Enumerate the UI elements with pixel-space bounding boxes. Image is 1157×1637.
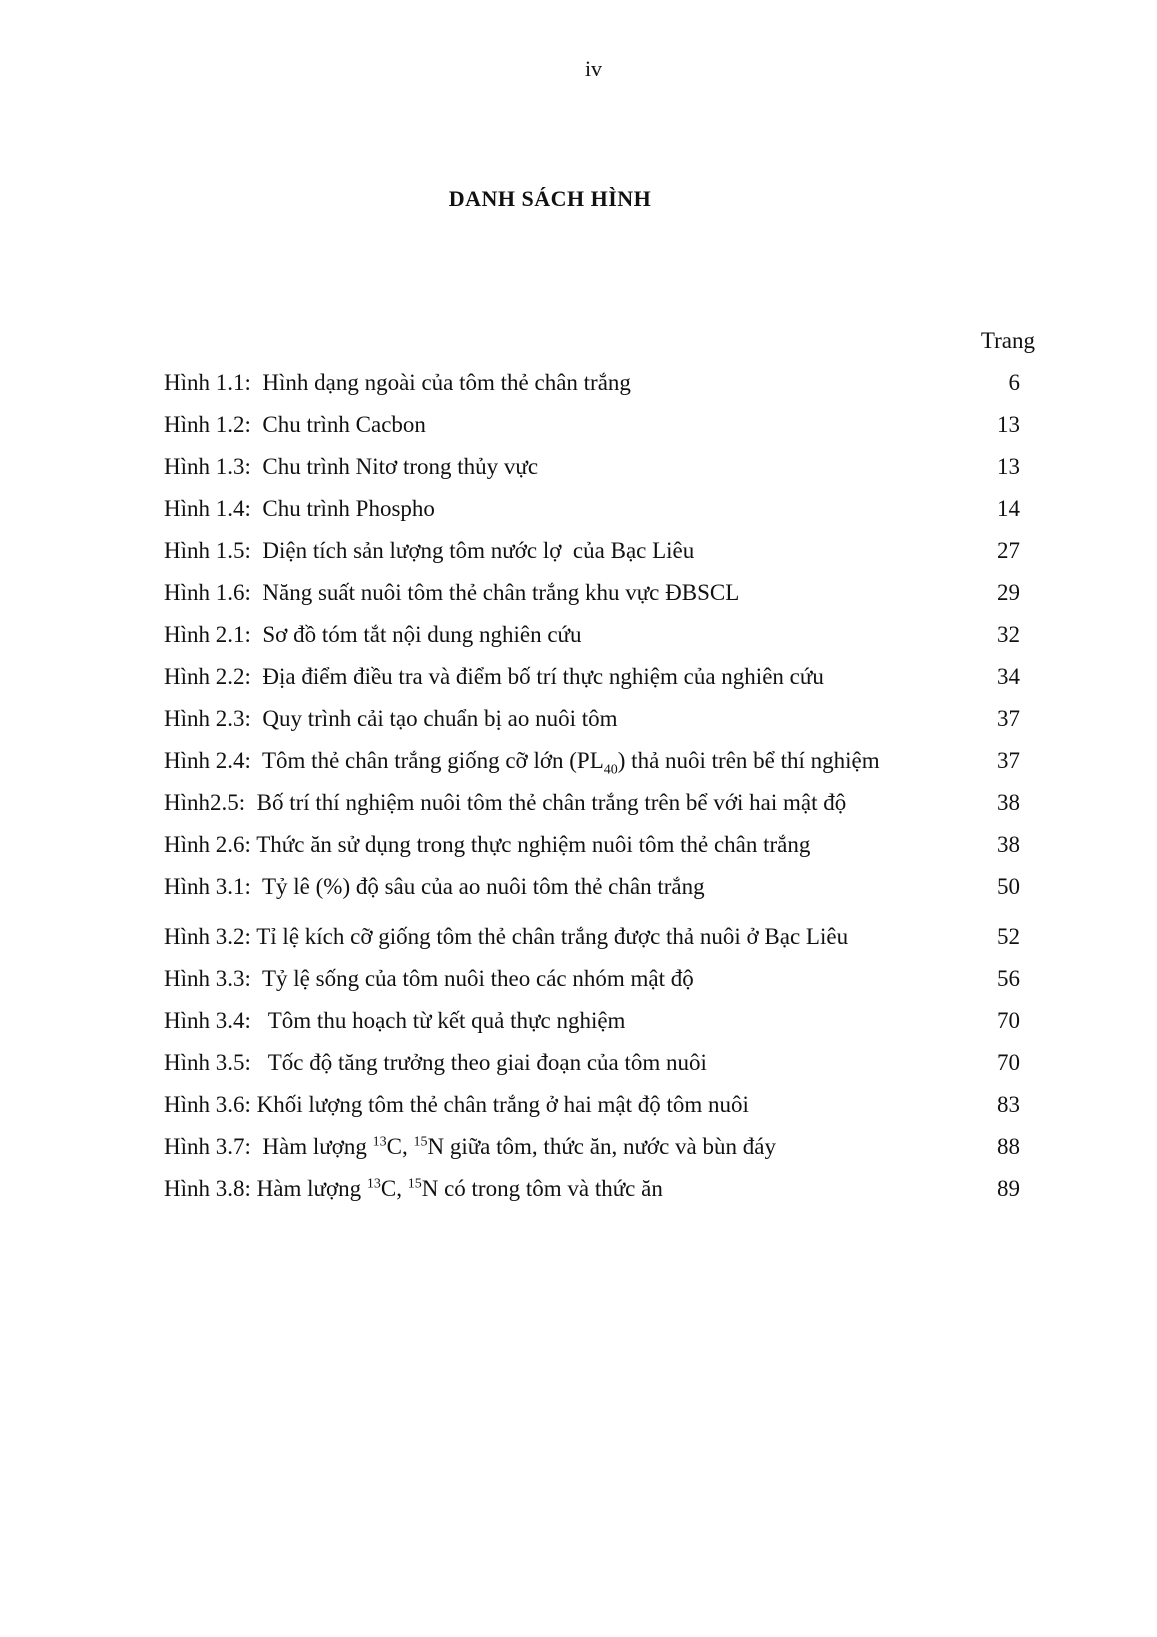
figure-entry[interactable] bbox=[164, 1174, 1044, 1204]
figure-caption: Hình 3.2: Tỉ lệ kích cỡ giống tôm thẻ chân trắng được thả nuôi ở Bạc Liêu bbox=[164, 924, 849, 949]
page-number: iv bbox=[584, 56, 603, 81]
figure-caption: Hình 1.4: Chu trình Phospho bbox=[164, 496, 435, 521]
figure-entry[interactable] bbox=[164, 830, 1044, 860]
figure-page: 29 bbox=[997, 580, 1020, 605]
figure-caption: Hình 3.7: Hàm lượng $^{13}$C, $^{15}$N giữa tôm, thức ăn, nước và bùn đáy bbox=[164, 1134, 776, 1159]
figure-page: 27 bbox=[997, 538, 1020, 563]
figure-entry[interactable] bbox=[164, 1048, 1044, 1078]
figure-page: 50 bbox=[997, 874, 1020, 899]
figure-page: 37 bbox=[997, 748, 1020, 773]
figure-entry[interactable] bbox=[164, 1090, 1044, 1120]
figure-page: 83 bbox=[997, 1092, 1020, 1117]
figure-entry[interactable] bbox=[164, 746, 1044, 776]
page-column-header: Trang bbox=[980, 328, 1035, 353]
figure-page: 6 bbox=[1008, 370, 1020, 395]
figure-entry[interactable] bbox=[164, 620, 1044, 650]
page-title: DANH SÁCH HÌNH bbox=[448, 186, 652, 211]
figure-page: 88 bbox=[997, 1134, 1020, 1159]
figure-page: 34 bbox=[997, 664, 1020, 689]
figure-caption: Hình 3.5: Tốc độ tăng trưởng theo giai đoạn của tôm nuôi bbox=[164, 1050, 707, 1075]
figure-page: 13 bbox=[997, 412, 1020, 437]
figure-page: 70 bbox=[997, 1050, 1020, 1075]
figure-entry[interactable] bbox=[164, 964, 1044, 994]
figure-page: 38 bbox=[997, 832, 1020, 857]
figure-caption: Hình 2.3: Quy trình cải tạo chuẩn bị ao nuôi tôm bbox=[164, 706, 618, 731]
figure-page: 38 bbox=[997, 790, 1020, 815]
figure-caption: Hình 3.1: Tỷ lê (%) độ sâu của ao nuôi tôm thẻ chân trắng bbox=[164, 874, 705, 899]
figure-page: 70 bbox=[997, 1008, 1020, 1033]
figure-page: 32 bbox=[997, 622, 1020, 647]
figure-entry[interactable] bbox=[164, 704, 1044, 734]
figure-caption: Hình 2.2: Địa điểm điều tra và điểm bố trí thực nghiệm của nghiên cứu bbox=[164, 664, 824, 689]
figure-entry[interactable] bbox=[164, 1132, 1044, 1162]
figure-caption: Hình 2.6: Thức ăn sử dụng trong thực nghiệm nuôi tôm thẻ chân trắng bbox=[164, 832, 811, 857]
figure-page: 14 bbox=[997, 496, 1020, 521]
figure-entry[interactable] bbox=[164, 494, 1044, 524]
figure-entry[interactable] bbox=[164, 662, 1044, 692]
figure-caption: Hình2.5: Bố trí thí nghiệm nuôi tôm thẻ chân trắng trên bể với hai mật độ bbox=[164, 790, 847, 815]
figure-entry[interactable] bbox=[164, 788, 1044, 818]
figure-caption: Hình 1.6: Năng suất nuôi tôm thẻ chân trắng khu vực ĐBSCL bbox=[164, 580, 740, 605]
figure-page: 56 bbox=[997, 966, 1020, 991]
figure-page: 89 bbox=[997, 1176, 1020, 1201]
figure-caption: Hình 2.4: Tôm thẻ chân trắng giống cỡ lớn $(PL_{40})$ thả nuôi trên bể thí nghiệm bbox=[164, 748, 880, 778]
figure-caption: Hình 3.6: Khối lượng tôm thẻ chân trắng ở hai mật độ tôm nuôi bbox=[164, 1092, 749, 1117]
figure-caption: Hình 1.3: Chu trình Nitơ trong thủy vực bbox=[164, 454, 539, 479]
figure-entry[interactable] bbox=[164, 452, 1044, 482]
figure-caption: Hình 1.1: Hình dạng ngoài của tôm thẻ chân trắng bbox=[164, 370, 631, 395]
figure-page: 13 bbox=[997, 454, 1020, 479]
figure-entry[interactable] bbox=[164, 872, 1044, 902]
figure-entry[interactable] bbox=[164, 410, 1044, 440]
figure-caption: Hình 2.1: Sơ đồ tóm tắt nội dung nghiên cứu bbox=[164, 622, 582, 647]
figure-caption: Hình 1.2: Chu trình Cacbon bbox=[164, 412, 426, 437]
figure-entry[interactable] bbox=[164, 368, 1044, 398]
figure-page: 37 bbox=[997, 706, 1020, 731]
figure-caption: Hình 1.5: Diện tích sản lượng tôm nước lợ của Bạc Liêu bbox=[164, 538, 695, 563]
figure-caption: Hình 3.8: Hàm lượng $^{13}$C, $^{15}$N có trong tôm và thức ăn bbox=[164, 1176, 663, 1201]
figure-entry[interactable] bbox=[164, 922, 1044, 952]
figure-caption: Hình 3.4: Tôm thu hoạch từ kết quả thực nghiệm bbox=[164, 1008, 626, 1033]
figure-entry[interactable] bbox=[164, 536, 1044, 566]
figure-page: 52 bbox=[997, 924, 1020, 949]
figure-entry[interactable] bbox=[164, 578, 1044, 608]
figure-caption: Hình 3.3: Tỷ lệ sống của tôm nuôi theo các nhóm mật độ bbox=[164, 966, 694, 991]
figure-entry[interactable] bbox=[164, 1006, 1044, 1036]
